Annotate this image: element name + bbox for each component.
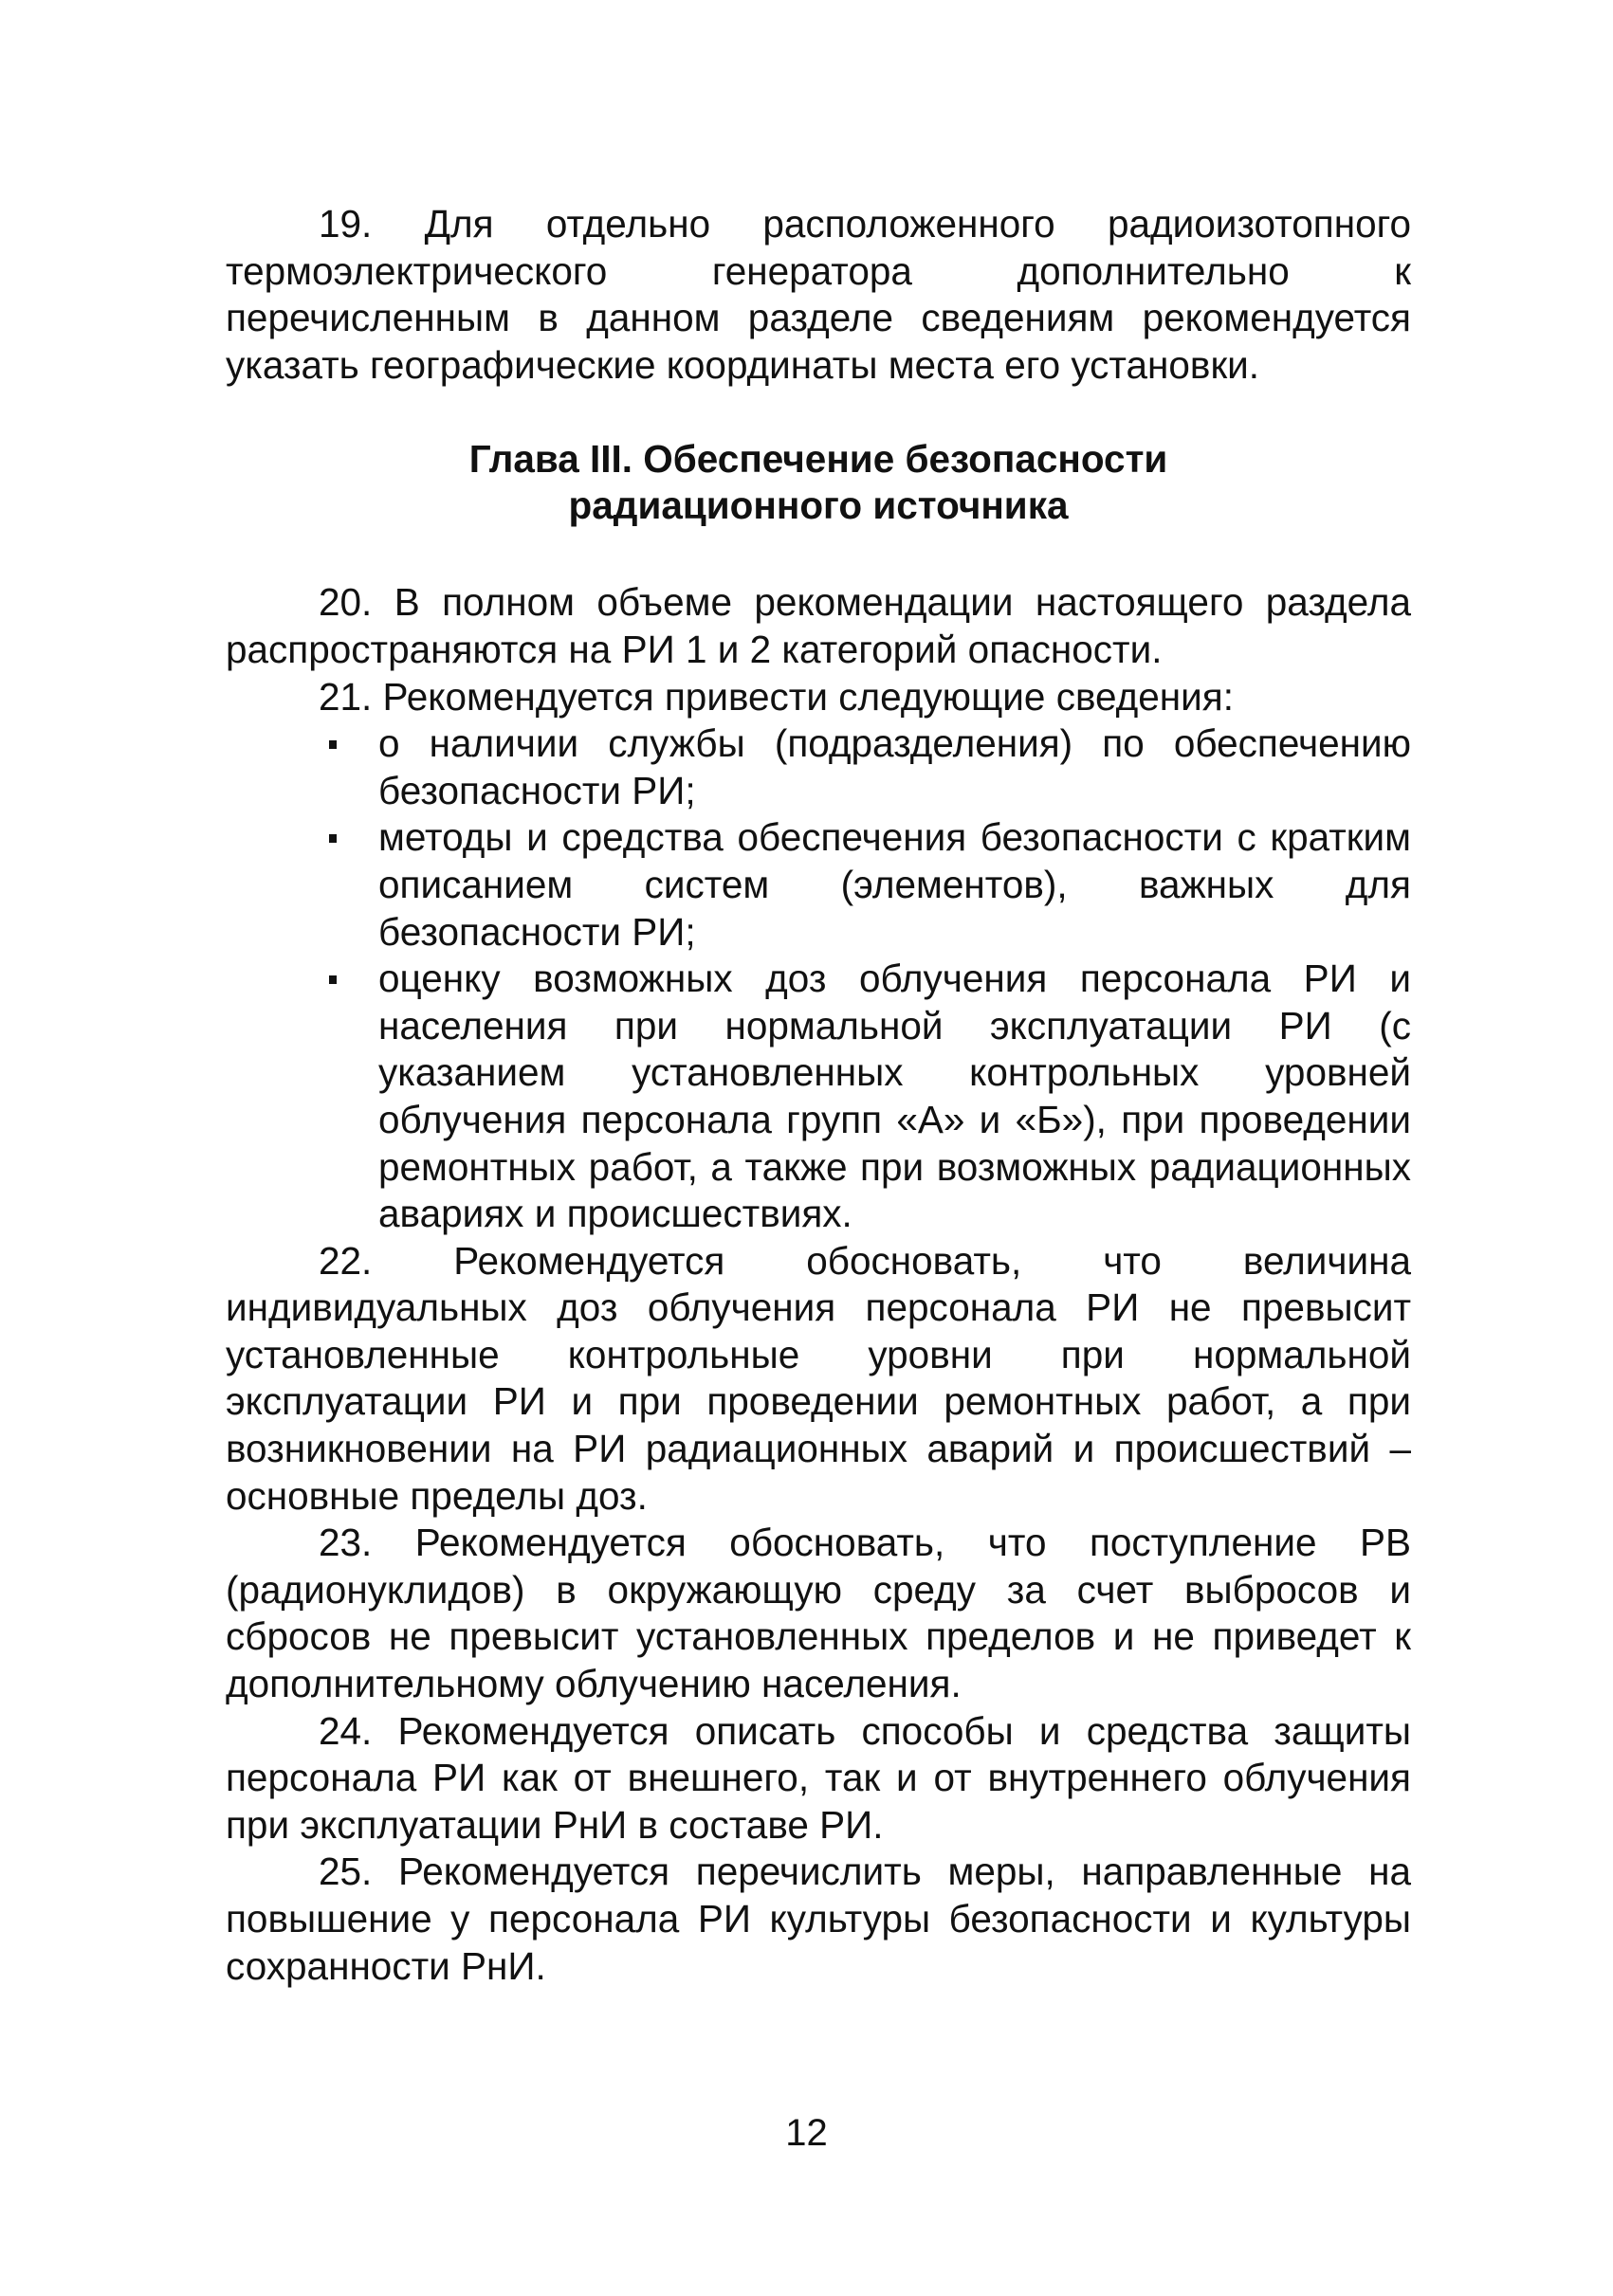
paragraph-23: 23. Рекомендуется обосновать, что поступление РВ (радионуклидов) в окружающую среду за счет выбросов и сбросов не превысит установленных пределов и не приведет к дополнительному облучению населения. (226, 1521, 1411, 1706)
paragraph-24: 24. Рекомендуется описать способы и средства защиты персонала РИ как от внешнего, так и от внутреннего облучения при эксплуатации РнИ в составе РИ. (226, 1708, 1411, 1847)
bullet-item-text: методы и средства обеспечения безопасности с кратким описанием систем (элементов), важных для безопасности РИ; (378, 815, 1411, 954)
paragraph-21: 21. Рекомендуется привести следующие сведения: (319, 674, 1234, 719)
square-bullet-icon (329, 740, 337, 749)
bullet-list (226, 720, 1411, 1238)
bullet-item-text: о наличии службы (подразделения) по обеспечению безопасности РИ; (378, 721, 1411, 812)
paragraph-25: 25. Рекомендуется перечислить меры, направленные на повышение у персонала РИ культуры безопасности и культуры сохранности РнИ. (226, 1850, 1411, 1988)
chapter-heading-line-2: радиационного источника (568, 483, 1069, 528)
page-number: 12 (785, 2112, 828, 2154)
square-bullet-icon (329, 975, 337, 984)
paragraph-19: 19. Для отдельно расположенного радиоизотопного термоэлектрического генератора дополнительно к перечисленным в данном разделе сведениям рекомендуется указать географические координаты места его установки. (226, 202, 1411, 387)
square-bullet-icon (329, 834, 337, 843)
bullet-item-text: оценку возможных доз облучения персонала РИ и населения при нормальной эксплуатации РИ (с указанием установленных контрольных уровней облучения персонала групп «А» и «Б»), при проведении ремонтных работ, а также при возможных радиационных авариях и происшествиях. (378, 957, 1411, 1236)
bullet-item (226, 956, 1411, 1238)
document-page (226, 201, 1411, 1990)
chapter-heading (226, 436, 1411, 529)
paragraph-22: 22. Рекомендуется обосновать, что величина индивидуальных доз облучения персонала РИ не превысит установленные контрольные уровни при нормальной эксплуатации РИ и при проведении ремонтных работ, а при возникновении на РИ радиационных аварий и происшествий – основные пределы доз. (226, 1238, 1411, 1518)
chapter-heading-line-1: Глава III. Обеспечение безопасности (468, 437, 1168, 482)
bullet-item (226, 720, 1411, 814)
paragraph-20: 20. В полном объеме рекомендации настоящего раздела распространяются на РИ 1 и 2 категорий опасности. (226, 580, 1411, 671)
bullet-item (226, 814, 1411, 956)
